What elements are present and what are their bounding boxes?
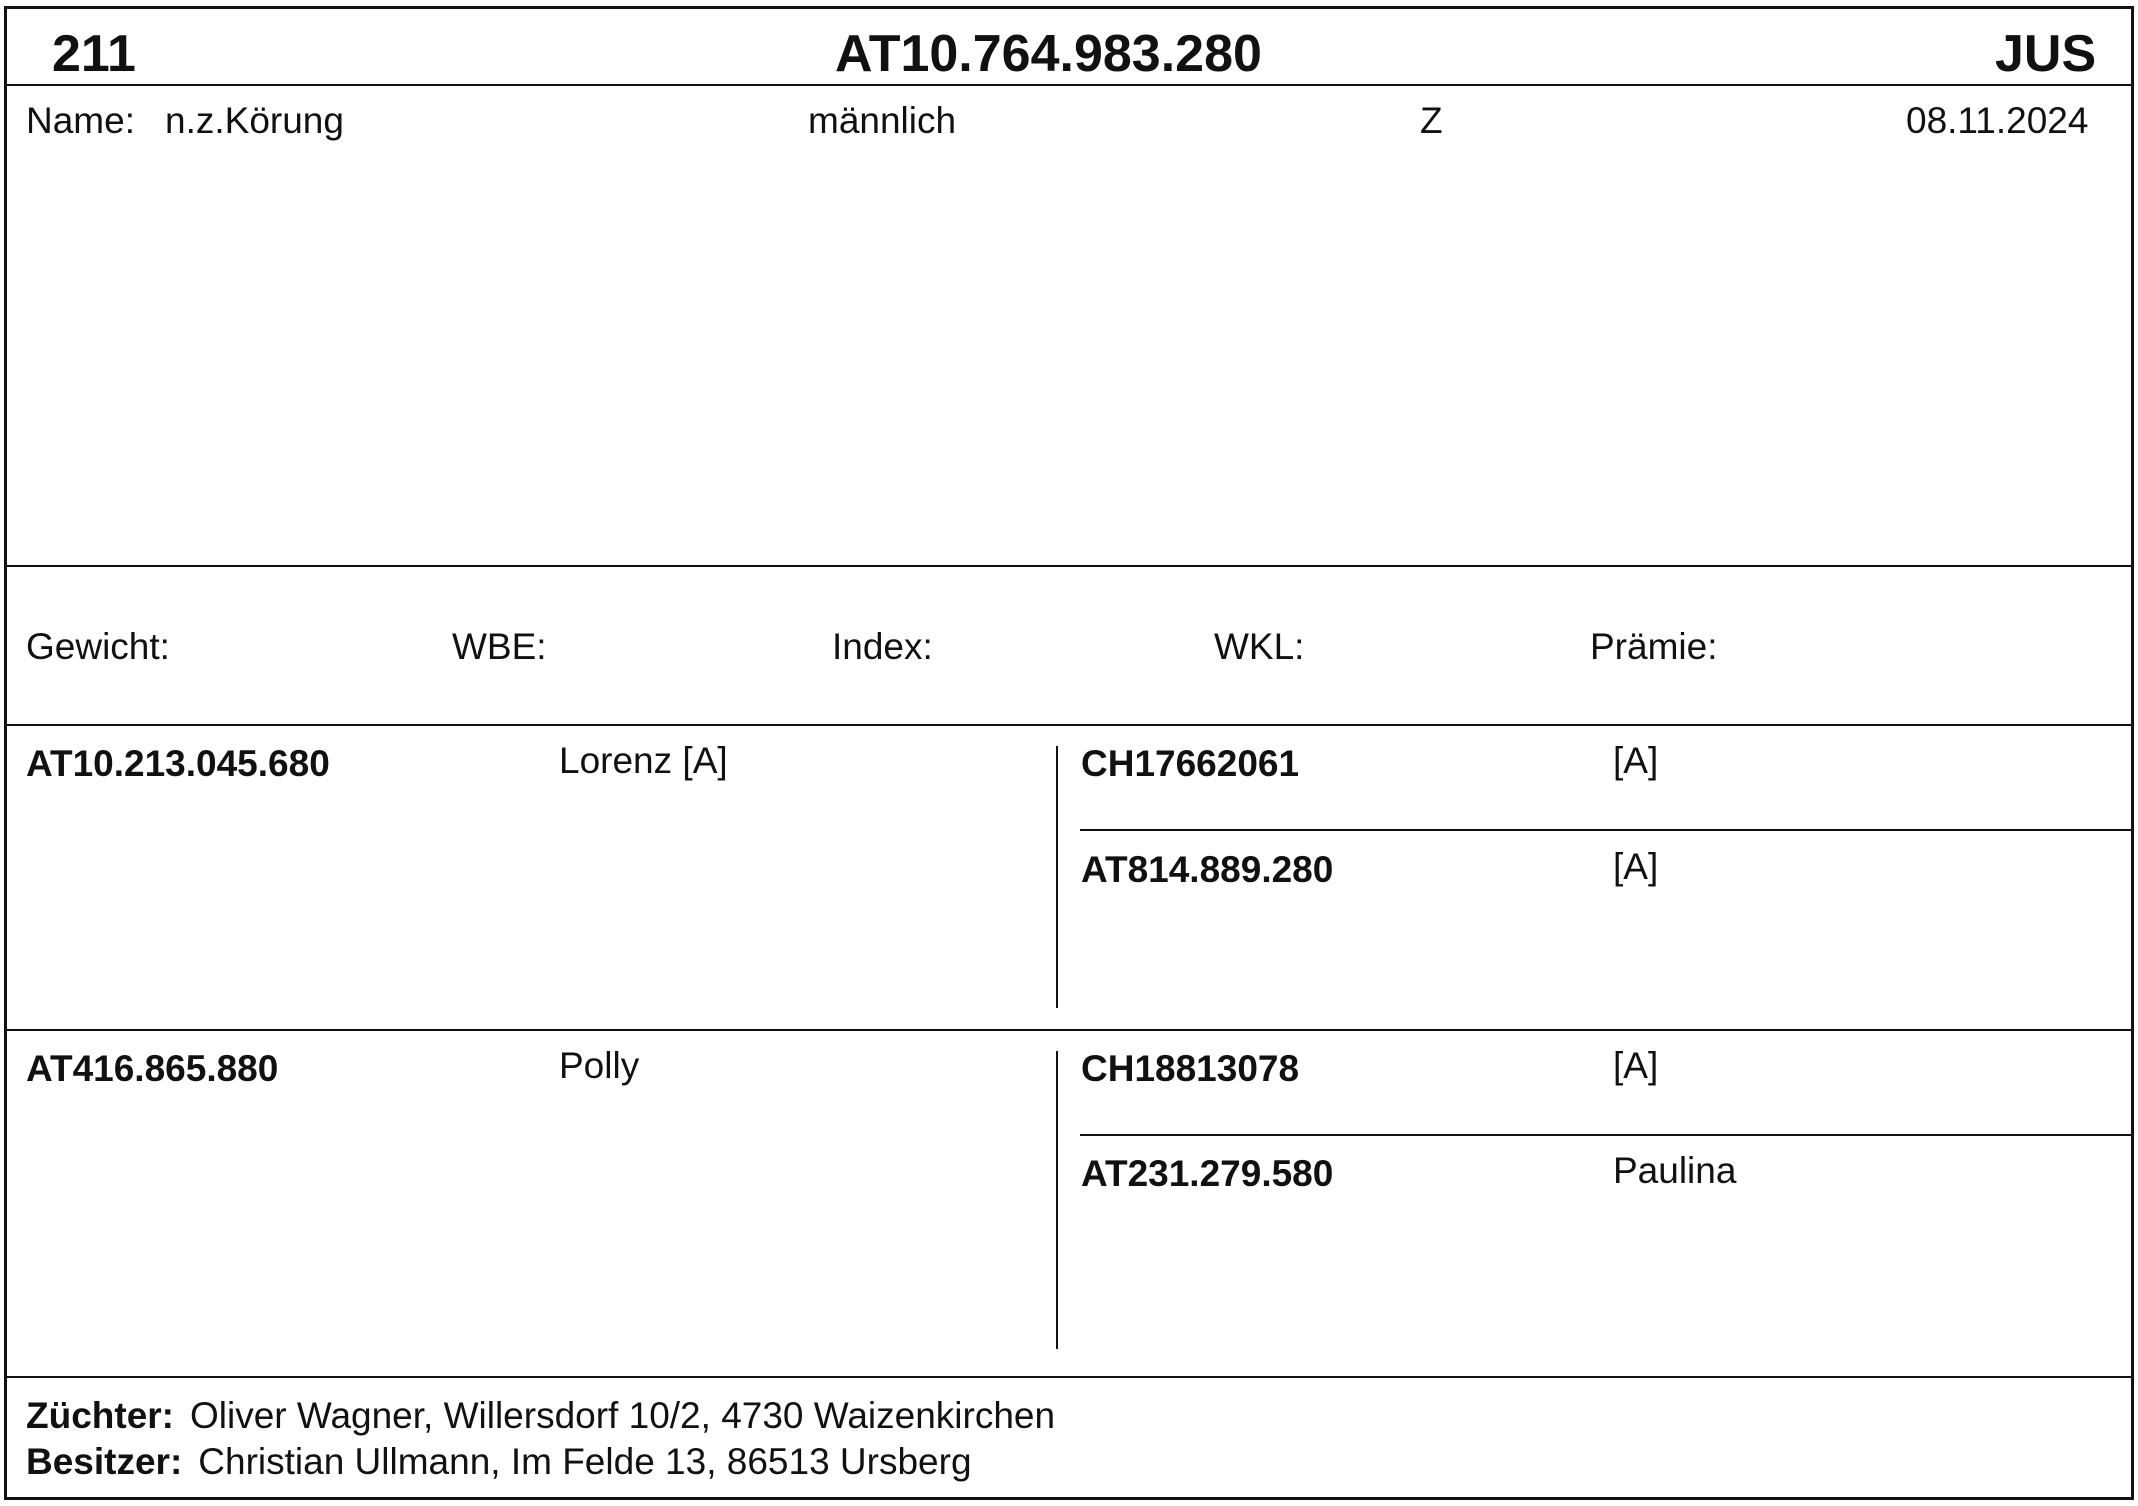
name-value: n.z.Körung [165, 100, 344, 141]
breeder-value: Oliver Wagner, Willersdorf 10/2, 4730 Waizenkirchen [190, 1395, 1056, 1436]
sire-mother-id: AT814.889.280 [1081, 849, 1334, 890]
animal-id: AT10.764.983.280 [835, 25, 1262, 83]
dam-father-name: [A] [1613, 1045, 1659, 1086]
dam-vertical-divider [1056, 1051, 1058, 1349]
info-divider [4, 565, 2134, 567]
sire-grandparents-divider [1080, 829, 2134, 831]
sire-vertical-divider [1056, 746, 1058, 1008]
owner-label: Besitzer: [26, 1441, 183, 1482]
sire-name: Lorenz [A] [559, 740, 728, 781]
breeder-line [26, 1397, 1055, 1434]
dam-id: AT416.865.880 [26, 1048, 279, 1089]
sire-father-id: CH17662061 [1081, 743, 1300, 784]
wkl-label: WKL: [1214, 626, 1305, 667]
sire-dam-divider [4, 1029, 2134, 1031]
sex-value: männlich [808, 100, 957, 141]
breed-code: JUS [1995, 25, 2097, 83]
catalog-number: 211 [52, 25, 136, 83]
breeder-label: Züchter: [26, 1395, 174, 1436]
gewicht-label: Gewicht: [26, 626, 170, 667]
name-label: Name: [26, 100, 135, 141]
footer-divider [4, 1376, 2134, 1378]
wbe-label: WBE: [452, 626, 547, 667]
owner-value: Christian Ullmann, Im Felde 13, 86513 Ursberg [198, 1441, 972, 1482]
owner-line [26, 1443, 972, 1480]
dam-name: Polly [559, 1045, 640, 1086]
date-value: 08.11.2024 [1906, 100, 2089, 141]
metrics-divider [4, 724, 2134, 726]
sire-mother-name: [A] [1613, 846, 1659, 887]
z-marker: Z [1420, 100, 1443, 141]
praemie-label: Prämie: [1590, 626, 1718, 667]
sire-id: AT10.213.045.680 [26, 743, 330, 784]
header-divider [4, 84, 2134, 86]
sire-father-name: [A] [1613, 740, 1659, 781]
dam-mother-name: Paulina [1613, 1150, 1737, 1191]
dam-father-id: CH18813078 [1081, 1048, 1300, 1089]
index-label: Index: [832, 626, 933, 667]
dam-mother-id: AT231.279.580 [1081, 1153, 1334, 1194]
dam-grandparents-divider [1080, 1134, 2134, 1136]
